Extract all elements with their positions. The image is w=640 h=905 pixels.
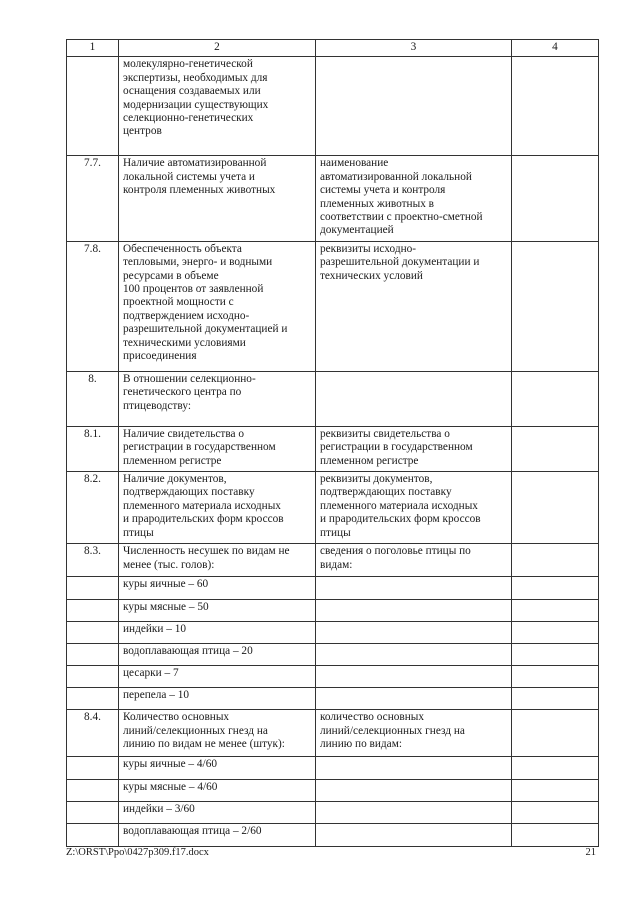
evidence-cell: реквизиты исходно- разрешительной документации и технических условий	[316, 241, 512, 371]
requirement-cell: перепела – 10	[119, 688, 316, 710]
notes-cell	[512, 544, 599, 577]
row-number: 8.1.	[67, 426, 119, 471]
evidence-cell	[316, 57, 512, 156]
requirement-cell: куры мясные – 4/60	[119, 780, 316, 802]
notes-cell	[512, 644, 599, 666]
evidence-cell	[316, 622, 512, 644]
header-row	[67, 40, 599, 57]
notes-cell	[512, 426, 599, 471]
requirement-cell: куры мясные – 50	[119, 600, 316, 622]
row-number	[67, 600, 119, 622]
requirement-cell: В отношении селекционно- генетического центра по птицеводству:	[119, 371, 316, 426]
table-row	[67, 371, 599, 426]
table-row	[67, 426, 599, 471]
evidence-cell: наименование автоматизированной локальной системы учета и контроля племенных животных в соответствии с проектно-сметной документацией	[316, 156, 512, 241]
requirement-cell: куры яичные – 60	[119, 577, 316, 600]
row-number	[67, 780, 119, 802]
notes-cell	[512, 600, 599, 622]
row-number: 8.	[67, 371, 119, 426]
evidence-cell	[316, 644, 512, 666]
col-header-3: 3	[316, 40, 512, 57]
col-header-1: 1	[67, 40, 119, 57]
table-row	[67, 666, 599, 688]
requirement-cell: Количество основных линий/селекционных гнезд на линию по видам не менее (штук):	[119, 710, 316, 757]
table-row	[67, 241, 599, 371]
col-header-4: 4	[512, 40, 599, 57]
evidence-cell: количество основных линий/селекционных гнезд на линию по видам:	[316, 710, 512, 757]
notes-cell	[512, 710, 599, 757]
notes-cell	[512, 622, 599, 644]
evidence-cell: сведения о поголовье птицы по видам:	[316, 544, 512, 577]
requirement-cell: водоплавающая птица – 20	[119, 644, 316, 666]
table-row	[67, 757, 599, 780]
requirement-cell: молекулярно-генетической экспертизы, необходимых для оснащения создаваемых или модернизации существующих селекционно-генетических центров	[119, 57, 316, 156]
evidence-cell	[316, 824, 512, 847]
table-row	[67, 622, 599, 644]
notes-cell	[512, 577, 599, 600]
requirement-cell: Наличие свидетельства о регистрации в государственном племенном регистре	[119, 426, 316, 471]
requirements-table	[66, 39, 599, 847]
notes-cell	[512, 802, 599, 824]
requirement-cell: индейки – 10	[119, 622, 316, 644]
requirement-cell: Наличие автоматизированной локальной системы учета и контроля племенных животных	[119, 156, 316, 241]
row-number	[67, 666, 119, 688]
table-row	[67, 802, 599, 824]
row-number	[67, 644, 119, 666]
evidence-cell	[316, 688, 512, 710]
notes-cell	[512, 757, 599, 780]
requirement-cell: индейки – 3/60	[119, 802, 316, 824]
evidence-cell	[316, 600, 512, 622]
row-number	[67, 577, 119, 600]
table-row	[67, 544, 599, 577]
table-row	[67, 824, 599, 847]
table-row	[67, 577, 599, 600]
requirement-cell: цесарки – 7	[119, 666, 316, 688]
row-number	[67, 57, 119, 156]
row-number	[67, 622, 119, 644]
table-row	[67, 710, 599, 757]
evidence-cell	[316, 577, 512, 600]
table-row	[67, 600, 599, 622]
notes-cell	[512, 371, 599, 426]
notes-cell	[512, 472, 599, 544]
row-number	[67, 802, 119, 824]
notes-cell	[512, 666, 599, 688]
table-row	[67, 688, 599, 710]
notes-cell	[512, 241, 599, 371]
evidence-cell	[316, 757, 512, 780]
table-row	[67, 644, 599, 666]
notes-cell	[512, 57, 599, 156]
row-number: 8.2.	[67, 472, 119, 544]
page-number: 21	[585, 847, 596, 858]
col-header-2: 2	[119, 40, 316, 57]
notes-cell	[512, 824, 599, 847]
table-row	[67, 780, 599, 802]
table-row	[67, 472, 599, 544]
requirement-cell: Наличие документов, подтверждающих поставку племенного материала исходных и прародительских форм кроссов птицы	[119, 472, 316, 544]
row-number	[67, 688, 119, 710]
row-number: 8.4.	[67, 710, 119, 757]
evidence-cell: реквизиты документов, подтверждающих поставку племенного материала исходных и прародительских форм кроссов птицы	[316, 472, 512, 544]
table-row	[67, 57, 599, 156]
notes-cell	[512, 688, 599, 710]
evidence-cell	[316, 802, 512, 824]
evidence-cell	[316, 780, 512, 802]
requirement-cell: Численность несушек по видам не менее (тыс. голов):	[119, 544, 316, 577]
evidence-cell: реквизиты свидетельства о регистрации в государственном племенном регистре	[316, 426, 512, 471]
file-path: Z:\ORST\Ppo\0427p309.f17.docx	[66, 847, 209, 858]
row-number	[67, 757, 119, 780]
evidence-cell	[316, 666, 512, 688]
requirement-cell: Обеспеченность объекта тепловыми, энерго- и водными ресурсами в объеме 100 процентов от заявленной проектной мощности с подтверждением исходно- разрешительной документацией и техническими условиями присоединения	[119, 241, 316, 371]
notes-cell	[512, 156, 599, 241]
row-number: 7.7.	[67, 156, 119, 241]
requirement-cell: водоплавающая птица – 2/60	[119, 824, 316, 847]
table-row	[67, 156, 599, 241]
notes-cell	[512, 780, 599, 802]
row-number: 7.8.	[67, 241, 119, 371]
evidence-cell	[316, 371, 512, 426]
row-number	[67, 824, 119, 847]
requirement-cell: куры яичные – 4/60	[119, 757, 316, 780]
row-number: 8.3.	[67, 544, 119, 577]
